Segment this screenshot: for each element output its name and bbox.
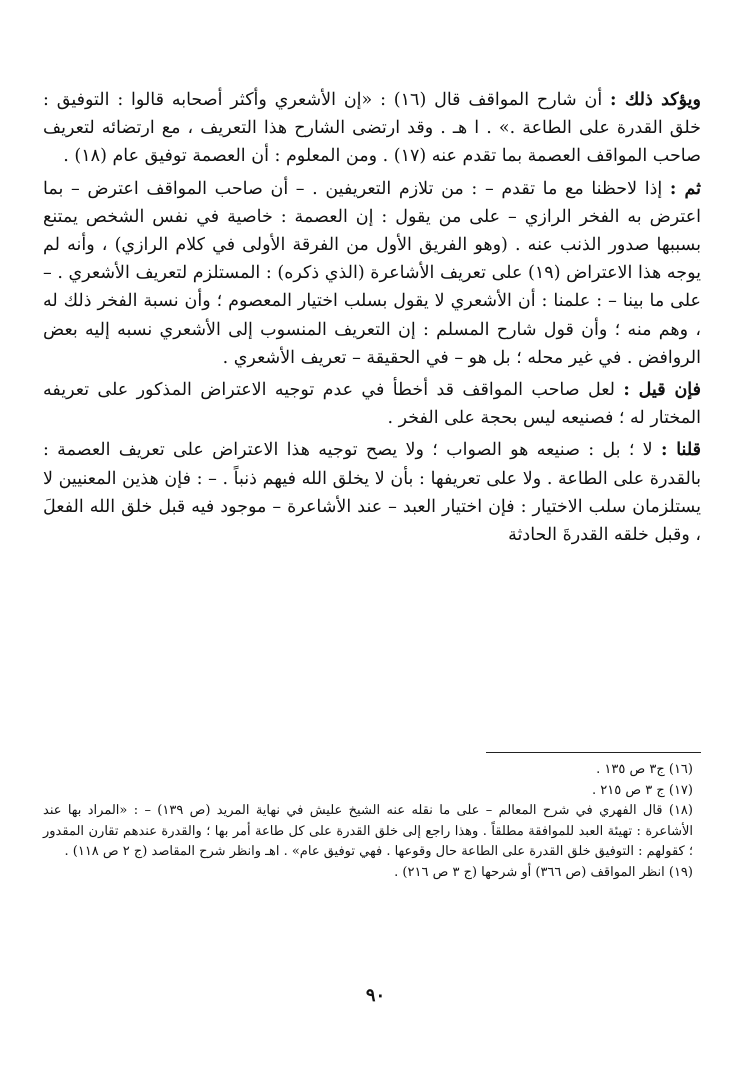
paragraph-3 xyxy=(43,376,701,432)
footnote-19: (١٩) انظر المواقف (ص ٣٦٦) أو شرحها (ج ٣ ص ٢١٦) . xyxy=(394,864,693,880)
paragraph-body: لا ؛ بل : صنيعه هو الصواب ؛ ولا يصح توجيه هذا الاعتراض على تعريف العصمة : بالقدرة على الطاعة . ولا على تعريفها : بأن لا يخلق الله فيهم ذنباً . – : فإن هذين المعنيين لا يستلزمان سلب الاختيار : فإن اختيار العبد – عند الأشاعرة – موجود فيه قبل خلق الله الفعلَ ، وقبل خلقه القدرةَ الحادثة xyxy=(43,440,701,546)
paragraph-lead: قلنا : xyxy=(660,440,702,461)
paragraph-lead: ثم : xyxy=(669,178,701,199)
page-number: ٩٠ xyxy=(365,985,386,1006)
footnote-divider xyxy=(486,752,701,753)
footnote-18: (١٨) قال الفهري في شرح المعالم – على ما نقله عنه الشيخ عليش في نهاية المريد (ص ١٣٩) – : «المراد بها عند الأشاعرة : تهيئة العبد للموافقة مطلقاً . وهذا راجع إلى خلق القدرة على كل طاعة أمر بها ؛ والقدرة عندهم تقارن المقدور ؛ كقولهم : التوفيق خلق القدرة على الطاعة حال وقوعها . فهي توفيق عام» . اهـ وانظر شرح المقاصد (ج ٢ ص ١١٨) . xyxy=(43,803,693,859)
paragraph-lead: فإن قيل : xyxy=(623,380,701,401)
paragraph-4 xyxy=(43,436,701,549)
paragraph-body: إذا لاحظنا مع ما تقدم – : من تلازم التعريفين . – أن صاحب المواقف اعترض – بما اعترض به الفخر الرازي – على من يقول : إن العصمة : خاصية في نفس الشخص يمتنع بسببها صدور الذنب عنه . (وهو الفريق الأول من الفرقة الأولى في كلام الرازي) ، وأنه لم يوجه هذا الاعتراض (١٩) على تعريف الأشاعرة (الذي ذكره) : المستلزم لتعريف الأشعري . – على ما بينا – : علمنا : أن الأشعري لا يقول بسلب اختيار المعصوم ؛ وأن نسبة الفخر ذلك له ، وهم منه ؛ وأن قول شارح المسلم : إن التعريف المنسوب إلى الأشعري نسبه إليه بعض الروافض . في غير محله ؛ بل هو – في الحقيقة – تعريف الأشعري . xyxy=(43,178,701,368)
paragraph-body: أن شارح المواقف قال (١٦) : «إن الأشعري وأكثر أصحابه قالوا : التوفيق : خلق القدرة على الطاعة .» . ا هـ . وقد ارتضى الشارح هذا التعريف ، مع ارتضائه لتعريف صاحب المواقف العصمة بما تقدم عنه (١٧) . ومن المعلوم : أن العصمة توفيق عام (١٨) . xyxy=(43,90,701,167)
main-text xyxy=(43,86,701,553)
footnote-16: (١٦) ج٣ ص ١٣٥ . xyxy=(596,762,693,777)
paragraph-lead: ويؤكد ذلك : xyxy=(610,90,701,110)
footnotes xyxy=(43,760,693,883)
paragraph-1 xyxy=(43,86,701,171)
footnote-17: (١٧) ج ٣ ص ٢١٥ . xyxy=(592,782,693,798)
paragraph-body: لعل صاحب المواقف قد أخطأ في عدم توجيه الاعتراض المذكور على تعريفه المختار له ؛ فصنيعه ليس بحجة على الفخر . xyxy=(43,380,701,429)
paragraph-2 xyxy=(43,175,701,372)
